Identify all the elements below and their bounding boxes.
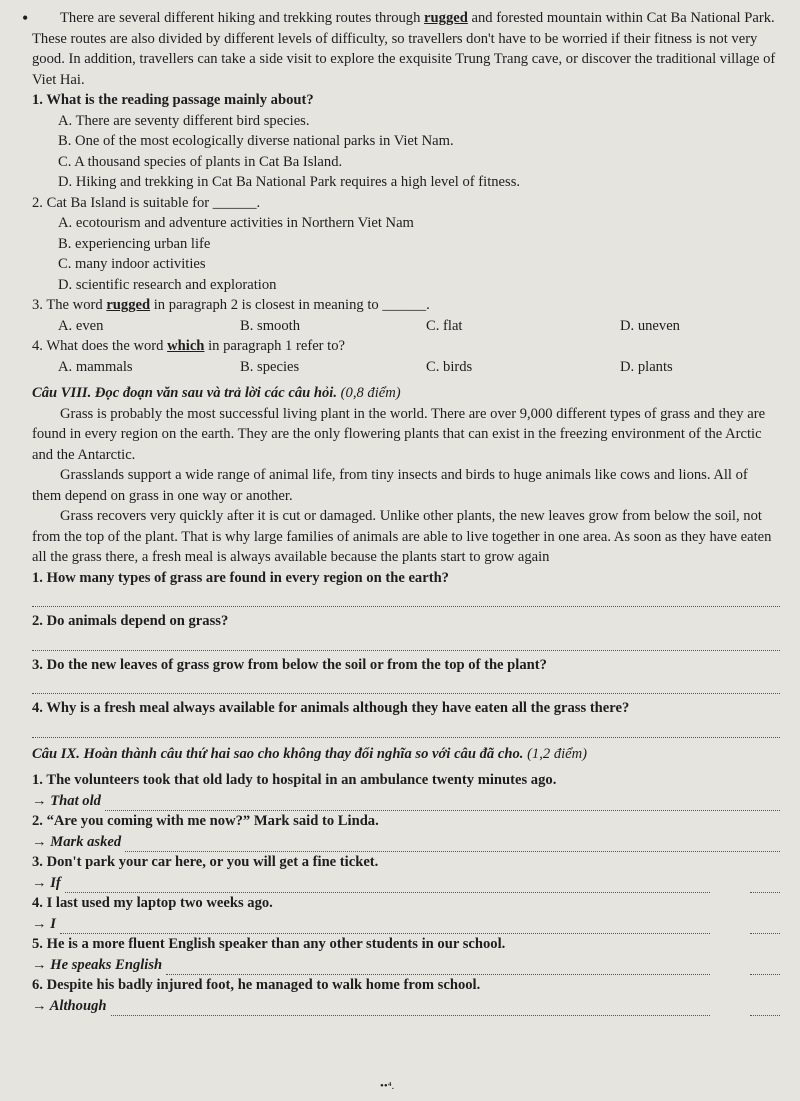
reading-question-3 [32,655,780,695]
rewrite-prompt: 6. Despite his badly injured foot, he managed to walk home from school. [32,977,481,993]
rewrite-lead: → He speaks English [32,956,163,973]
mcq-question-3 [32,295,780,336]
option-b: B. experiencing urban life [58,235,211,252]
answer-line-end [750,927,780,934]
option-c: C. birds [426,358,473,375]
rewrite-item-6 [32,975,780,1016]
question-text: 4. What does the word [32,338,168,354]
rewrite-lead: → Mark asked [32,833,122,850]
option-c: C. A thousand species of plants in Cat Ba Island. [58,153,343,170]
underlined-word: which [167,338,205,354]
section-points: (0,8 điểm) [340,385,401,401]
question-text-tail: in paragraph 1 refer to? [204,338,346,354]
question-text: 1. How many types of grass are found in every region on the earth? [32,569,449,586]
rewrite-lead: → If [32,874,61,891]
section-title: Câu VIII. Đọc đoạn văn sau và trả lời các câu hỏi. [32,385,338,401]
option-a: A. There are seventy different bird species. [58,112,310,129]
options-row [32,316,780,337]
answer-line[interactable] [111,1001,711,1016]
reading-paragraph-3: Grass recovers very quickly after it is cut or damaged. Unlike other plants, the new leaves grow from below the soil, not from the top of the plant. That is why large families of animals are able to live together in one area. As soon as they have eaten all the grass there, a fresh meal is always available because the plants start to grow again [32,508,772,565]
passage-text-after: and forested mountain within Cat Ba National Park. These routes are also divided by different levels of difficulty, so travellers don't have to be worried if their fitness is not very good. In addition, travellers can take a side visit to explore the exquisite Trung Trang cave, or discover the traditional village of Viet Hai. [32,10,776,88]
mcq-question-1 [32,90,780,193]
rewrite-prompt: 3. Don't park your car here, or you will get a fine ticket. [32,854,379,870]
rewrite-lead: → Although [32,997,107,1014]
answer-line[interactable] [32,588,780,607]
answer-line[interactable] [166,960,710,975]
page-footer-mark: ••⁴. [380,1080,395,1092]
section-8-heading [32,383,780,404]
answer-line[interactable] [32,719,780,738]
question-text: 2. Cat Ba Island is suitable for ______. [32,194,261,211]
option-b: B. One of the most ecologically diverse national parks in Viet Nam. [58,133,454,149]
option-a: A. mammals [58,358,133,375]
reading-paragraph-2: Grasslands support a wide range of animal life, from tiny insects and birds to huge animals like cows and lions. All of them depend on grass in one way or another. [32,467,748,504]
passage-text-before: There are several different hiking and trekking routes through [60,10,425,26]
underlined-word: rugged [106,297,151,313]
question-text: 4. Why is a fresh meal always available for animals although they have eaten all the grass there? [32,700,630,716]
answer-line[interactable] [32,632,780,651]
option-a: A. ecotourism and adventure activities in Northern Viet Nam [58,215,414,231]
answer-line-end [750,968,780,975]
option-d: D. scientific research and exploration [58,276,277,293]
mcq-question-4 [32,336,780,377]
reading-question-2 [32,611,780,651]
option-a: A. even [58,317,104,334]
answer-line-end [750,1009,780,1016]
option-c: C. flat [426,317,463,334]
answer-line[interactable] [65,878,710,893]
question-text: 3. The word [32,297,107,313]
reading-question-4 [32,698,780,738]
rewrite-item-1 [32,770,780,811]
section-points: (1,2 điểm) [527,745,588,762]
option-d: D. plants [620,358,673,375]
rewrite-lead: → I [32,915,56,932]
question-text: 2. Do animals depend on grass? [32,613,229,629]
answer-line-end [750,886,780,893]
option-b: B. species [240,358,300,375]
section-title: Câu IX. Hoàn thành câu thứ hai sao cho không thay đổi nghĩa so với câu đã cho. [32,745,524,762]
underlined-word-rugged: rugged [424,10,468,26]
answer-line[interactable] [125,837,780,852]
answer-line[interactable] [32,675,780,694]
bullet-mark: • [22,8,29,28]
reading-paragraph-1: Grass is probably the most successful living plant in the world. There are over 9,000 different types of grass and they are found in every region on the earth. They are the only flowering plants that can exist in the freezing environment of the Arctic and the Antarctic. [32,405,766,463]
question-text-tail: in paragraph 2 is closest in meaning to ______. [150,297,430,313]
rewrite-item-3 [32,852,780,893]
rewrite-item-5 [32,934,780,975]
question-text: 3. Do the new leaves of grass grow from below the soil or from the top of the plant? [32,656,547,673]
section-9-heading [32,744,780,765]
option-c: C. many indoor activities [58,256,206,272]
rewrite-item-4 [32,893,780,934]
passage-paragraph [32,8,780,90]
reading-question-1 [32,568,780,608]
options-row [32,357,780,378]
option-d: D. uneven [620,317,680,334]
answer-line[interactable] [105,796,780,811]
rewrite-lead: → That old [32,792,101,809]
rewrite-item-2 [32,811,780,852]
rewrite-prompt: 1. The volunteers took that old lady to hospital in an ambulance twenty minutes ago. [32,772,557,788]
rewrite-prompt: 4. I last used my laptop two weeks ago. [32,895,273,911]
question-text: 1. What is the reading passage mainly about? [32,92,314,108]
answer-line[interactable] [60,919,710,934]
rewrite-prompt: 2. “Are you coming with me now?” Mark said to Linda. [32,813,379,829]
option-d: D. Hiking and trekking in Cat Ba National Park requires a high level of fitness. [58,174,521,190]
option-b: B. smooth [240,317,301,334]
rewrite-prompt: 5. He is a more fluent English speaker than any other students in our school. [32,936,506,952]
mcq-question-2 [32,193,780,296]
